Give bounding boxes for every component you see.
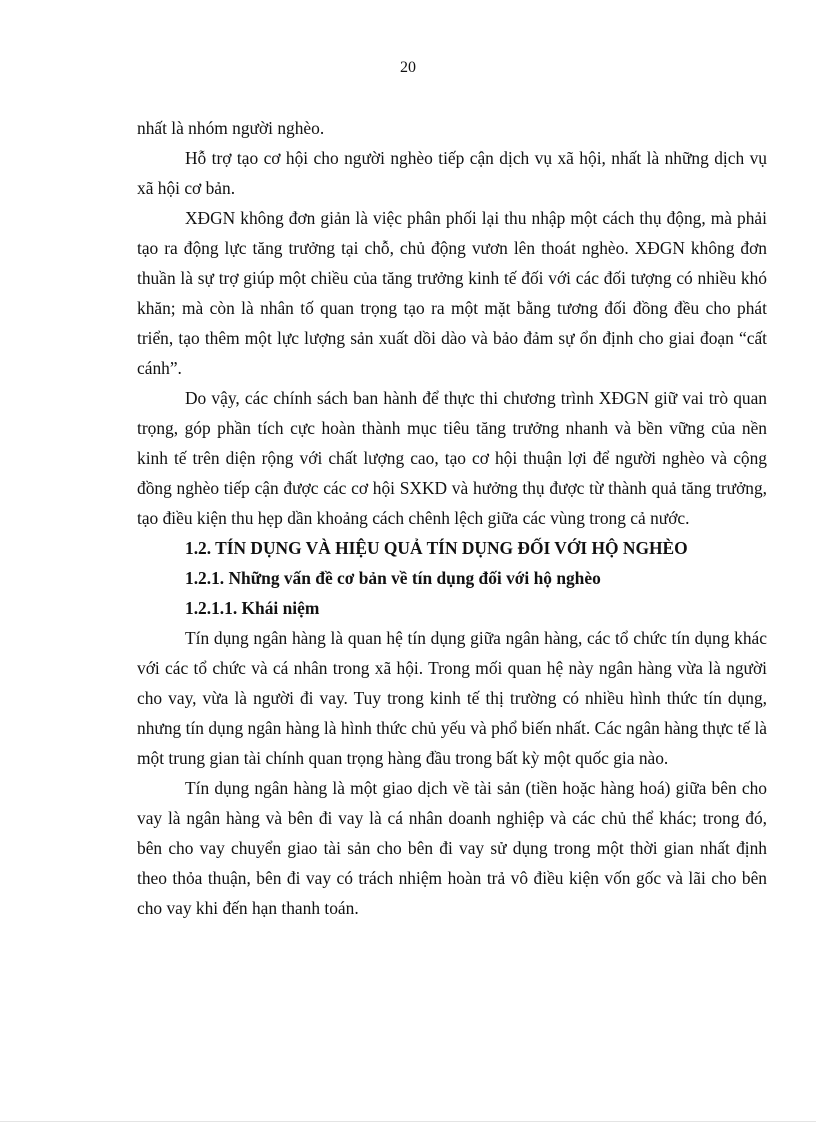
section-heading-1-2-1: 1.2.1. Những vấn đề cơ bản về tín dụng đối với hộ nghèo — [185, 568, 601, 588]
paragraph-xdgn-role: XĐGN không đơn giản là việc phân phối lại thu nhập một cách thụ động, mà phải tạo ra động lực tăng trưởng tại chỗ, chủ động vươn lên thoát nghèo. XĐGN không đơn thuần là sự trợ giúp một chiều của tăng trưởng kinh tế đối với các đối tượng có nhiều khó khăn; mà còn là nhân tố quan trọng tạo ra một mặt bằng tương đối đồng đều cho phát triển, tạo thêm một lực lượng sản xuất dồi dào và bảo đảm sự ổn định cho giai đoạn “cất cánh”. — [137, 208, 767, 378]
page-bottom-divider — [0, 1121, 816, 1122]
paragraph-bank-credit-definition: Tín dụng ngân hàng là quan hệ tín dụng giữa ngân hàng, các tổ chức tín dụng khác với các tổ chức và cá nhân trong xã hội. Trong mối quan hệ này ngân hàng vừa là người cho vay, vừa là người đi vay. Tuy trong kinh tế thị trường có nhiều hình thức tín dụng, nhưng tín dụng ngân hàng là hình thức chủ yếu và phổ biến nhất. Các ngân hàng thực tế là một trung gian tài chính quan trọng hàng đầu trong bất kỳ một quốc gia nào. — [137, 628, 767, 768]
paragraph-support-access: Hỗ trợ tạo cơ hội cho người nghèo tiếp cận dịch vụ xã hội, nhất là những dịch vụ xã hội cơ bản. — [137, 148, 767, 198]
paragraph-policies: Do vậy, các chính sách ban hành để thực thi chương trình XĐGN giữ vai trò quan trọng, góp phần tích cực hoàn thành mục tiêu tăng trưởng nhanh và bền vững của nền kinh tế trên diện rộng với chất lượng cao, tạo cơ hội thuận lợi để người nghèo và cộng đồng nghèo tiếp cận được các cơ hội SXKD và hưởng thụ được từ thành quả tăng trưởng, tạo điều kiện thu hẹp dần khoảng cách chênh lệch giữa các vùng trong cả nước. — [137, 388, 767, 528]
paragraph-bank-credit-transaction: Tín dụng ngân hàng là một giao dịch về tài sản (tiền hoặc hàng hoá) giữa bên cho vay là ngân hàng và bên đi vay là cá nhân doanh nghiệp và các chủ thể khác; trong đó, bên cho vay chuyển giao tài sản cho bên đi vay sử dụng trong một thời gian nhất định theo thỏa thuận, bên đi vay có trách nhiệm hoàn trả vô điều kiện vốn gốc và lãi cho bên cho vay khi đến hạn thanh toán. — [137, 778, 767, 918]
section-heading-1-2: 1.2. TÍN DỤNG VÀ HIỆU QUẢ TÍN DỤNG ĐỐI VỚI HỘ NGHÈO — [185, 538, 688, 558]
page-number: 20 — [400, 59, 416, 76]
paragraph-continuation: nhất là nhóm người nghèo. — [137, 118, 325, 138]
body-text — [137, 113, 767, 923]
section-heading-1-2-1-1: 1.2.1.1. Khái niệm — [185, 598, 320, 618]
